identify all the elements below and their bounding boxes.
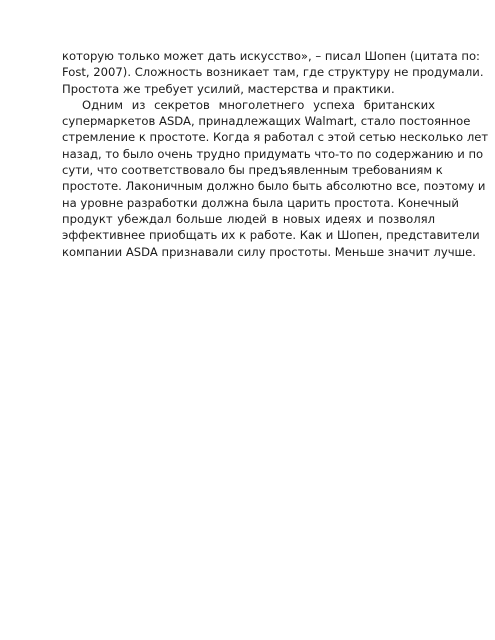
text-line: Fost, 2007). Сложность возникает там, где структуру не продумали.: [62, 65, 484, 80]
paragraph-chopin-quote: [62, 48, 484, 97]
text-line: супермаркетов ASDA, принадлежащих Walmart, стало постоянное: [62, 114, 471, 129]
text-line: продукт убеждал больше людей в новых идеях и позволял: [62, 211, 435, 226]
body-text: [62, 48, 489, 260]
text-line: простоте. Лаконичным должно было быть абсолютно все, поэтому и: [62, 179, 486, 194]
text-line: которую только может дать искусство», – писал Шопен (цитата по:: [62, 49, 480, 63]
paragraph-asda: [62, 97, 489, 260]
text-line: назад, то было очень трудно придумать что-то по содержанию и по: [62, 146, 484, 161]
text-line: Простота же требует усилий, мастерства и практики.: [62, 81, 395, 96]
text-line: сути, что соответствовало бы предъявленным требованиям к: [62, 163, 443, 178]
text-line: компании ASDA признавали силу простоты. Меньше значит лучше.: [62, 244, 476, 259]
text-line: эффективнее приобщать их к работе. Как и Шопен, представители: [62, 228, 480, 243]
text-line: Одним из секретов многолетнего успеха британских: [82, 97, 435, 112]
text-line: стремление к простоте. Когда я работал с этой сетью несколько лет: [62, 130, 489, 145]
text-line: на уровне разработки должна была царить простота. Конечный: [62, 195, 459, 210]
